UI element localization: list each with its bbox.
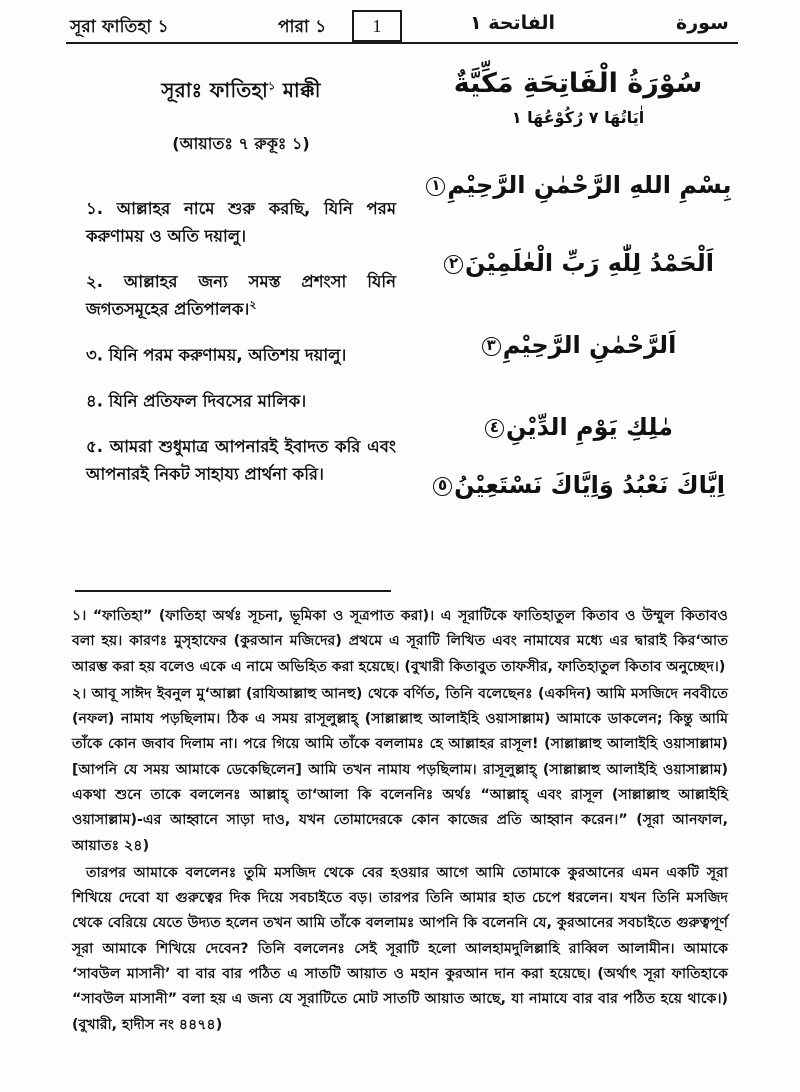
bengali-ayah-ruku-count: (আয়াতঃ ৭ রুকূঃ ১) <box>172 134 310 153</box>
header-rule <box>66 42 738 44</box>
arabic-verse-1 <box>410 167 746 203</box>
arabic-verse-3 <box>410 327 746 363</box>
verse-text: যিনি পরম করুণাময়, অতিশয় দয়ালু। <box>108 345 347 365</box>
verse-text: আমরা শুধুমাত্র আপনারই ইবাদত করি এবং আপনারই নিকট সাহায্য প্রার্থনা করি। <box>86 437 397 484</box>
verse-text: আল্লাহর নামে শুরু করছি, যিনি পরম করুণাময় ও অতি দয়ালু। <box>86 199 396 246</box>
verse-footnote-marker: ২ <box>249 297 257 311</box>
bengali-column <box>86 58 396 507</box>
content-area <box>0 58 800 558</box>
arabic-verse-text: اِيَّاكَ نَعْبُدُ وَاِيَّاكَ نَسْتَعِيْنُ <box>454 471 725 500</box>
verse-number: ৪. <box>86 391 103 411</box>
verse-number: ৩. <box>86 345 103 365</box>
footnote-2: ২। আবূ সাঈদ ইবনুল মু‘আল্লা (রাযিআল্লাহু আনহু) থেকে বর্ণিত, তিনি বলেছেনঃ (একদিন) আমি মসজিদে নববীতে (নফল) নামায পড়ছিলাম। ঠিক এ সময় রাসূলুল্লাহ্ (সাল্লাল্লাহু আলাইহি ওয়াসাল্লাম) আমাকে ডাকলেন; কিন্তু আমি তাঁকে কোন জবাব দিলাম না। পরে গিয়ে আমি তাঁকে বললামঃ হে আল্লাহর রাসূল! (সাল্লাল্লাহু আলাইহি ওয়াসাল্লাম) [আপনি যে সময় আমাকে ডেকেছিলেন] আমি তখন নামায পড়ছিলাম। রাসূলুল্লাহ্ (সাল্লাল্লাহু আলাইহি ওয়াসাল্লাম) একথা শুনে তাকে বললেনঃ আল্লাহ্ তা‘আলা কি বলেননিঃ অর্থঃ “আল্লাহ্ এবং রাসূল (সাল্লাল্লাহু আল্লাইহি ওয়াসাল্লাম)-এর আহ্বানে সাড়া দাও, যখন তোমাদেরকে কোন কাজের প্রতি আহ্বান করেন।” (সূরা আনফাল, আয়াতঃ ২৪) <box>72 685 728 854</box>
footnote-1: ১। “ফাতিহা” (ফাতিহা অর্থঃ সূচনা, ভূমিকা ও সূত্রপাত করা)। এ সূরাটিকে ফাতিহাতুল কিতাব ও উম্মুল কিতাবও বলা হয়। কারণঃ মুসৃহাফের (কুরআন মজিদের) প্রথমে এ সূরাটি লিখিত এবং নামাযের মধ্যে এর দ্বারাই কির‘আত আরম্ভ করা হয় বলেও একে এ নামে অভিহিত করা হয়েছে। (বুখারী কিতাবুত তাফসীর, ফাতিহাতুল কিতাব অনুচ্ছেদ।) <box>72 608 728 675</box>
page-number-box: 1 <box>352 10 402 42</box>
arabic-verse-text: اَلرَّحْمٰنِ الرَّحِيْمِ <box>502 331 677 360</box>
arabic-verse-5 <box>410 467 746 503</box>
header-surah-bengali: সূরা ফাতিহা ১ <box>70 17 169 37</box>
footnote-block <box>72 604 728 1038</box>
ayah-number-marker: ٢ <box>444 255 463 274</box>
bengali-verse-3 <box>86 342 396 369</box>
verse-text: যিনি প্রতিফল দিবসের মালিক। <box>108 391 307 411</box>
arabic-verse-4 <box>410 409 746 445</box>
verse-number: ৫. <box>86 437 103 457</box>
bengali-surah-title-text: সূরাঃ ফাতিহা <box>161 78 269 102</box>
footnote-separator-rule <box>75 590 391 592</box>
arabic-verse-text: اَلْحَمْدُ لِلّٰهِ رَبِّ الْعٰلَمِيْنَ <box>465 249 714 278</box>
bengali-verse-1 <box>86 196 396 250</box>
verse-number: ১. <box>86 199 103 218</box>
footnote-2-continued: তারপর আমাকে বললেনঃ তুমি মসজিদ থেকে বের হওয়ার আগে আমি তোমাকে কুরআনের এমন একটি সূরা শিখিয়ে দেবো যা গুরুত্বের দিক দিয়ে সবচাইতে বড়। তারপর তিনি আমার হাত চেপে ধরলেন। যখন তিনি মসজিদ থেকে বেরিয়ে যেতে উদ্যত হলেন তখন আমি তাঁকে বললামঃ আপনি কি বলেননি যে, কুরআনের সবচাইতে গুরুত্বপূর্ণ সূরা আমাকে শিখিয়ে দেবেন? তিনি বললেনঃ সেই সূরাটি হলো আলহামদুলিল্লাহি রাব্বিল আলামীন। আমাকে ‘সাবউল মাসানী’ বা বার বার পঠিত এ সাতটি আয়াত ও মহান কুরআন দান করা হয়েছে। (অর্থাৎ সূরা ফাতিহাকে “সাবউল মাসানী” বলা হয় এ জন্য যে সূরাটিতে মোট সাতটি আয়াত আছে, যা নামাযে বার বার পঠিত হয়ে থাকে।) (বুখারী, হাদীস নং ৪৪৭৪) <box>72 864 728 1033</box>
arabic-verse-text: بِسْمِ اللهِ الرَّحْمٰنِ الرَّحِيْمِ <box>447 171 732 200</box>
bengali-title-suffix: মাক্কী <box>275 78 321 102</box>
ayah-number-marker: ٥ <box>433 477 452 496</box>
header-surah-arabic: الفاتحة ١ <box>470 12 556 34</box>
bengali-title-footnote-marker: ১ <box>268 79 276 93</box>
verse-number: ২. <box>86 271 103 291</box>
arabic-surah-title: سُوْرَةُ الْفَاتِحَةِ مَكِّيَّةٌ <box>453 68 703 99</box>
arabic-column <box>410 58 746 503</box>
arabic-verse-2 <box>410 245 746 281</box>
arabic-ayah-ruku-count: اٰيَاتُهَا ٧ رُكُوْعُهَا ١ <box>511 108 645 128</box>
header-word-surah-arabic: سورة <box>676 12 729 34</box>
bengali-verse-5 <box>86 434 396 488</box>
verse-text: আল্লাহর জন্য সমস্ত প্রশংসা যিনি জগতসমূহের প্রতিপালক। <box>86 271 396 319</box>
arabic-verse-text: مٰلِكِ يَوْمِ الدِّيْنِ <box>505 413 674 442</box>
bengali-verse-4 <box>86 388 396 415</box>
ayah-number-marker: ٤ <box>485 419 504 438</box>
bengali-verse-2 <box>86 269 396 323</box>
header-para-bengali: পারা ১ <box>278 17 327 37</box>
page-header <box>0 8 800 50</box>
bengali-verse-list <box>86 196 396 488</box>
bengali-surah-title <box>86 76 396 109</box>
ayah-number-marker: ٣ <box>482 337 501 356</box>
ayah-number-marker: ١ <box>426 177 445 196</box>
